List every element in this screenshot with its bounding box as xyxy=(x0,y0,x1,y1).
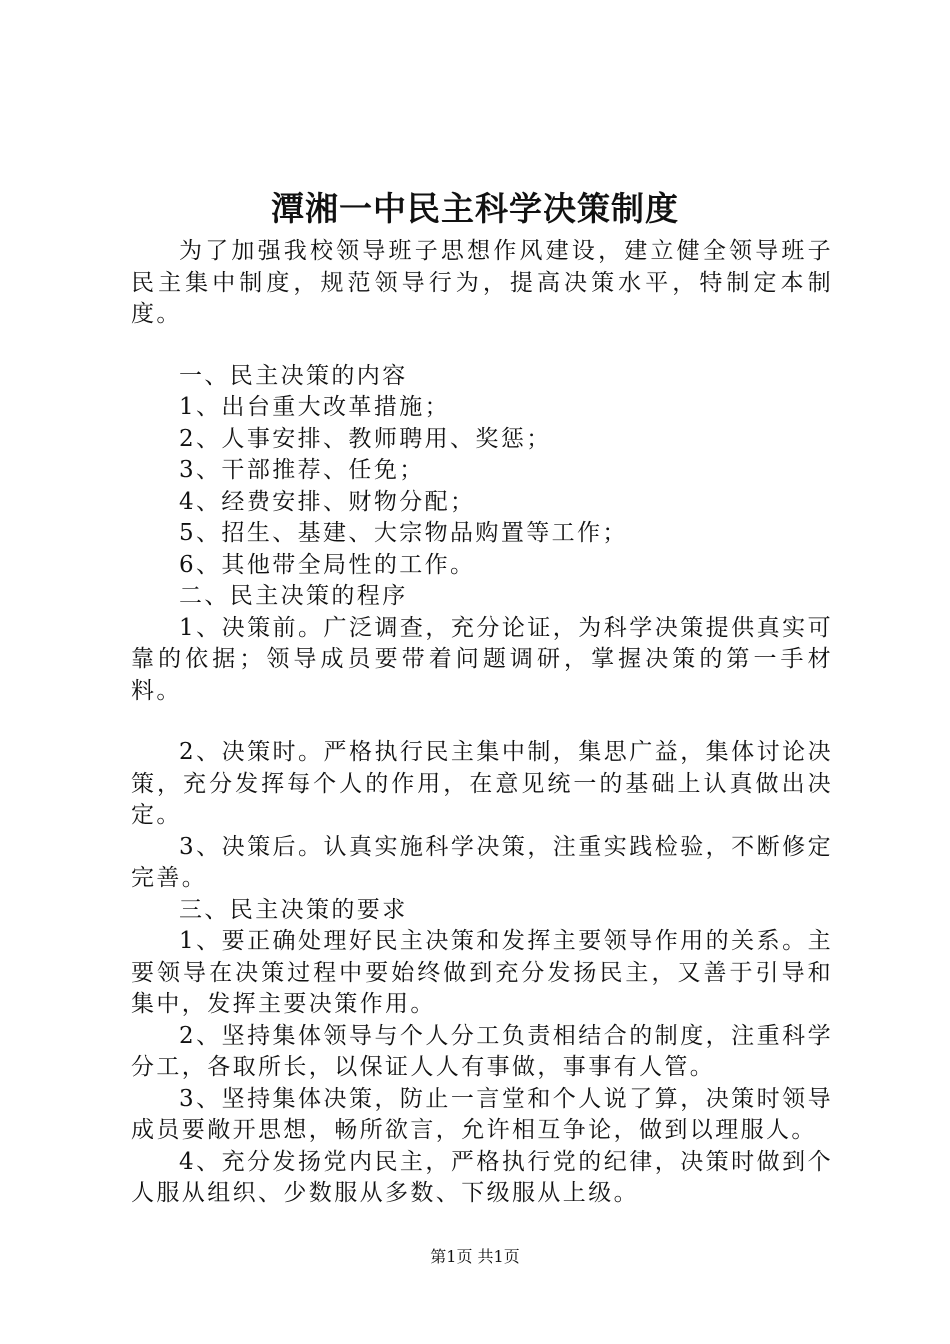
list-item: 1、出台重大改革措施； xyxy=(179,394,451,420)
list-item: 3、干部推荐、任免； xyxy=(179,457,425,483)
document-title: 潭湘一中民主科学决策制度 xyxy=(271,189,679,228)
body-paragraph: 3、决策后。认真实施科学决策，注重实践检验，不断修定完善。 xyxy=(131,833,833,891)
body-paragraph: 1、要正确处理好民主决策和发挥主要领导作用的关系。主要领导在决策过程中要始终做到充分发扬民主，又善于引导和集中，发挥主要决策作用。 xyxy=(131,928,833,1017)
section-heading-content: 一、民主决策的内容 xyxy=(179,362,408,389)
document-body xyxy=(131,236,833,1210)
list-item: 4、经费安排、财物分配； xyxy=(179,488,476,515)
section-heading-requirements: 三、民主决策的要求 xyxy=(179,896,408,923)
intro-paragraph: 为了加强我校领导班子思想作风建设，建立健全领导班子民主集中制度，规范领导行为，提高决策水平，特制定本制度。 xyxy=(131,238,833,327)
page-number-footer: 第1页 共1页 xyxy=(430,1247,520,1266)
body-paragraph: 3、坚持集体决策，防止一言堂和个人说了算，决策时领导成员要敞开思想，畅所欲言，允许相互争论，做到以理服人。 xyxy=(131,1085,833,1143)
section-heading-procedure: 二、民主决策的程序 xyxy=(179,583,408,609)
body-paragraph: 4、充分发扬党内民主，严格执行党的纪律，决策时做到个人服从组织、少数服从多数、下级服从上级。 xyxy=(131,1148,833,1206)
list-item: 2、人事安排、教师聘用、奖惩； xyxy=(179,425,552,452)
body-paragraph: 2、坚持集体领导与个人分工负责相结合的制度，注重科学分工，各取所长，以保证人人有事做，事事有人管。 xyxy=(131,1022,833,1080)
body-paragraph: 1、决策前。广泛调查，充分论证，为科学决策提供真实可靠的依据；领导成员要带着问题调研，掌握决策的第一手材料。 xyxy=(131,614,833,704)
body-paragraph: 2、决策时。严格执行民主集中制，集思广益，集体讨论决策，充分发挥每个人的作用，在意见统一的基础上认真做出决定。 xyxy=(131,739,833,828)
list-item: 6、其他带全局性的工作。 xyxy=(179,551,476,578)
list-item: 5、招生、基建、大宗物品购置等工作； xyxy=(179,520,628,546)
